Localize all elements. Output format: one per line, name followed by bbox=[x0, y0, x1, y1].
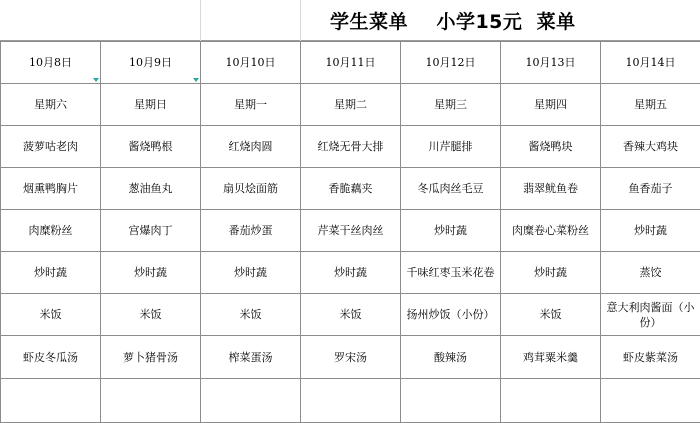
empty-row bbox=[1, 379, 700, 423]
weekday-cell[interactable]: 星期日 bbox=[101, 84, 201, 126]
side-dish-row bbox=[1, 210, 700, 252]
dish-cell[interactable]: 米饭 bbox=[501, 294, 601, 336]
dish-cell[interactable]: 蒸饺 bbox=[601, 252, 700, 294]
dish-cell[interactable]: 番茄炒蛋 bbox=[201, 210, 301, 252]
weekday-cell[interactable]: 星期二 bbox=[301, 84, 401, 126]
date-label: 10月14日 bbox=[626, 56, 676, 69]
dish-cell[interactable]: 扇贝烩面筋 bbox=[201, 168, 301, 210]
dropdown-marker-icon bbox=[193, 78, 199, 82]
dish-cell[interactable]: 酸辣汤 bbox=[401, 336, 501, 379]
dish-cell[interactable]: 鸡茸粟米羹 bbox=[501, 336, 601, 379]
date-cell[interactable] bbox=[301, 42, 401, 84]
date-label: 10月9日 bbox=[129, 56, 172, 69]
empty-cell[interactable] bbox=[401, 379, 501, 423]
second-dish-row bbox=[1, 168, 700, 210]
dish-cell[interactable]: 酱烧鸭块 bbox=[501, 126, 601, 168]
dish-cell[interactable]: 冬瓜肉丝毛豆 bbox=[401, 168, 501, 210]
dish-cell[interactable]: 川芹腿排 bbox=[401, 126, 501, 168]
empty-cell[interactable] bbox=[501, 379, 601, 423]
date-row bbox=[1, 42, 700, 84]
dish-cell[interactable]: 肉糜粉丝 bbox=[1, 210, 101, 252]
staple-row bbox=[1, 294, 700, 336]
gridline bbox=[200, 0, 201, 41]
dish-cell[interactable]: 炒时蔬 bbox=[301, 252, 401, 294]
empty-cell[interactable] bbox=[1, 379, 101, 423]
dish-cell[interactable]: 米饭 bbox=[201, 294, 301, 336]
dish-cell[interactable]: 扬州炒饭（小份） bbox=[401, 294, 501, 336]
date-label: 10月13日 bbox=[526, 56, 576, 69]
dish-cell[interactable]: 意大利肉酱面（小份） bbox=[601, 294, 700, 336]
dish-cell[interactable]: 虾皮紫菜汤 bbox=[601, 336, 700, 379]
dish-cell[interactable]: 红烧无骨大排 bbox=[301, 126, 401, 168]
date-cell[interactable] bbox=[501, 42, 601, 84]
date-cell[interactable] bbox=[601, 42, 700, 84]
dropdown-marker-icon bbox=[93, 78, 99, 82]
empty-cell[interactable] bbox=[101, 379, 201, 423]
dish-cell[interactable]: 虾皮冬瓜汤 bbox=[1, 336, 101, 379]
dish-cell[interactable]: 炒时蔬 bbox=[601, 210, 700, 252]
vegetable-row bbox=[1, 252, 700, 294]
gridline bbox=[300, 0, 301, 41]
dish-cell[interactable]: 米饭 bbox=[301, 294, 401, 336]
weekday-cell[interactable]: 星期一 bbox=[201, 84, 301, 126]
dish-cell[interactable]: 炒时蔬 bbox=[401, 210, 501, 252]
weekday-cell[interactable]: 星期三 bbox=[401, 84, 501, 126]
dish-cell[interactable]: 炒时蔬 bbox=[1, 252, 101, 294]
date-cell[interactable] bbox=[101, 42, 201, 84]
dish-cell[interactable]: 榨菜蛋汤 bbox=[201, 336, 301, 379]
date-cell[interactable] bbox=[401, 42, 501, 84]
dish-cell[interactable]: 鱼香茄子 bbox=[601, 168, 700, 210]
dish-cell[interactable]: 烟熏鸭胸片 bbox=[1, 168, 101, 210]
weekday-cell[interactable]: 星期四 bbox=[501, 84, 601, 126]
empty-cell[interactable] bbox=[201, 379, 301, 423]
weekday-cell[interactable]: 星期六 bbox=[1, 84, 101, 126]
date-label: 10月11日 bbox=[326, 56, 376, 69]
date-label: 10月12日 bbox=[426, 56, 476, 69]
dish-cell[interactable]: 红烧肉圆 bbox=[201, 126, 301, 168]
dish-cell[interactable]: 萝卜猪骨汤 bbox=[101, 336, 201, 379]
dish-cell[interactable]: 肉糜卷心菜粉丝 bbox=[501, 210, 601, 252]
menu-title: 学生菜单 小学15元 菜单 bbox=[330, 7, 576, 34]
weekday-cell[interactable]: 星期五 bbox=[601, 84, 700, 126]
dish-cell[interactable]: 酱烧鸭根 bbox=[101, 126, 201, 168]
dish-cell[interactable]: 香脆藕夹 bbox=[301, 168, 401, 210]
dish-cell[interactable]: 葱油鱼丸 bbox=[101, 168, 201, 210]
dish-cell[interactable]: 千味红枣玉米花卷 bbox=[401, 252, 501, 294]
empty-cell[interactable] bbox=[301, 379, 401, 423]
dish-cell[interactable]: 宫爆肉丁 bbox=[101, 210, 201, 252]
weekday-row bbox=[1, 84, 700, 126]
dish-cell[interactable]: 米饭 bbox=[1, 294, 101, 336]
main-dish-row bbox=[1, 126, 700, 168]
empty-cell[interactable] bbox=[601, 379, 700, 423]
dish-cell[interactable]: 炒时蔬 bbox=[201, 252, 301, 294]
soup-row bbox=[1, 336, 700, 379]
dish-cell[interactable]: 翡翠鱿鱼卷 bbox=[501, 168, 601, 210]
dish-cell[interactable]: 米饭 bbox=[101, 294, 201, 336]
dish-cell[interactable]: 芹菜干丝肉丝 bbox=[301, 210, 401, 252]
date-cell[interactable] bbox=[201, 42, 301, 84]
menu-table bbox=[0, 41, 700, 423]
dish-cell[interactable]: 罗宋汤 bbox=[301, 336, 401, 379]
date-label: 10月10日 bbox=[226, 56, 276, 69]
date-cell[interactable] bbox=[1, 42, 101, 84]
dish-cell[interactable]: 炒时蔬 bbox=[501, 252, 601, 294]
title-row bbox=[0, 0, 700, 41]
dish-cell[interactable]: 菠萝咕老肉 bbox=[1, 126, 101, 168]
date-label: 10月8日 bbox=[29, 56, 72, 69]
dish-cell[interactable]: 香辣大鸡块 bbox=[601, 126, 700, 168]
dish-cell[interactable]: 炒时蔬 bbox=[101, 252, 201, 294]
